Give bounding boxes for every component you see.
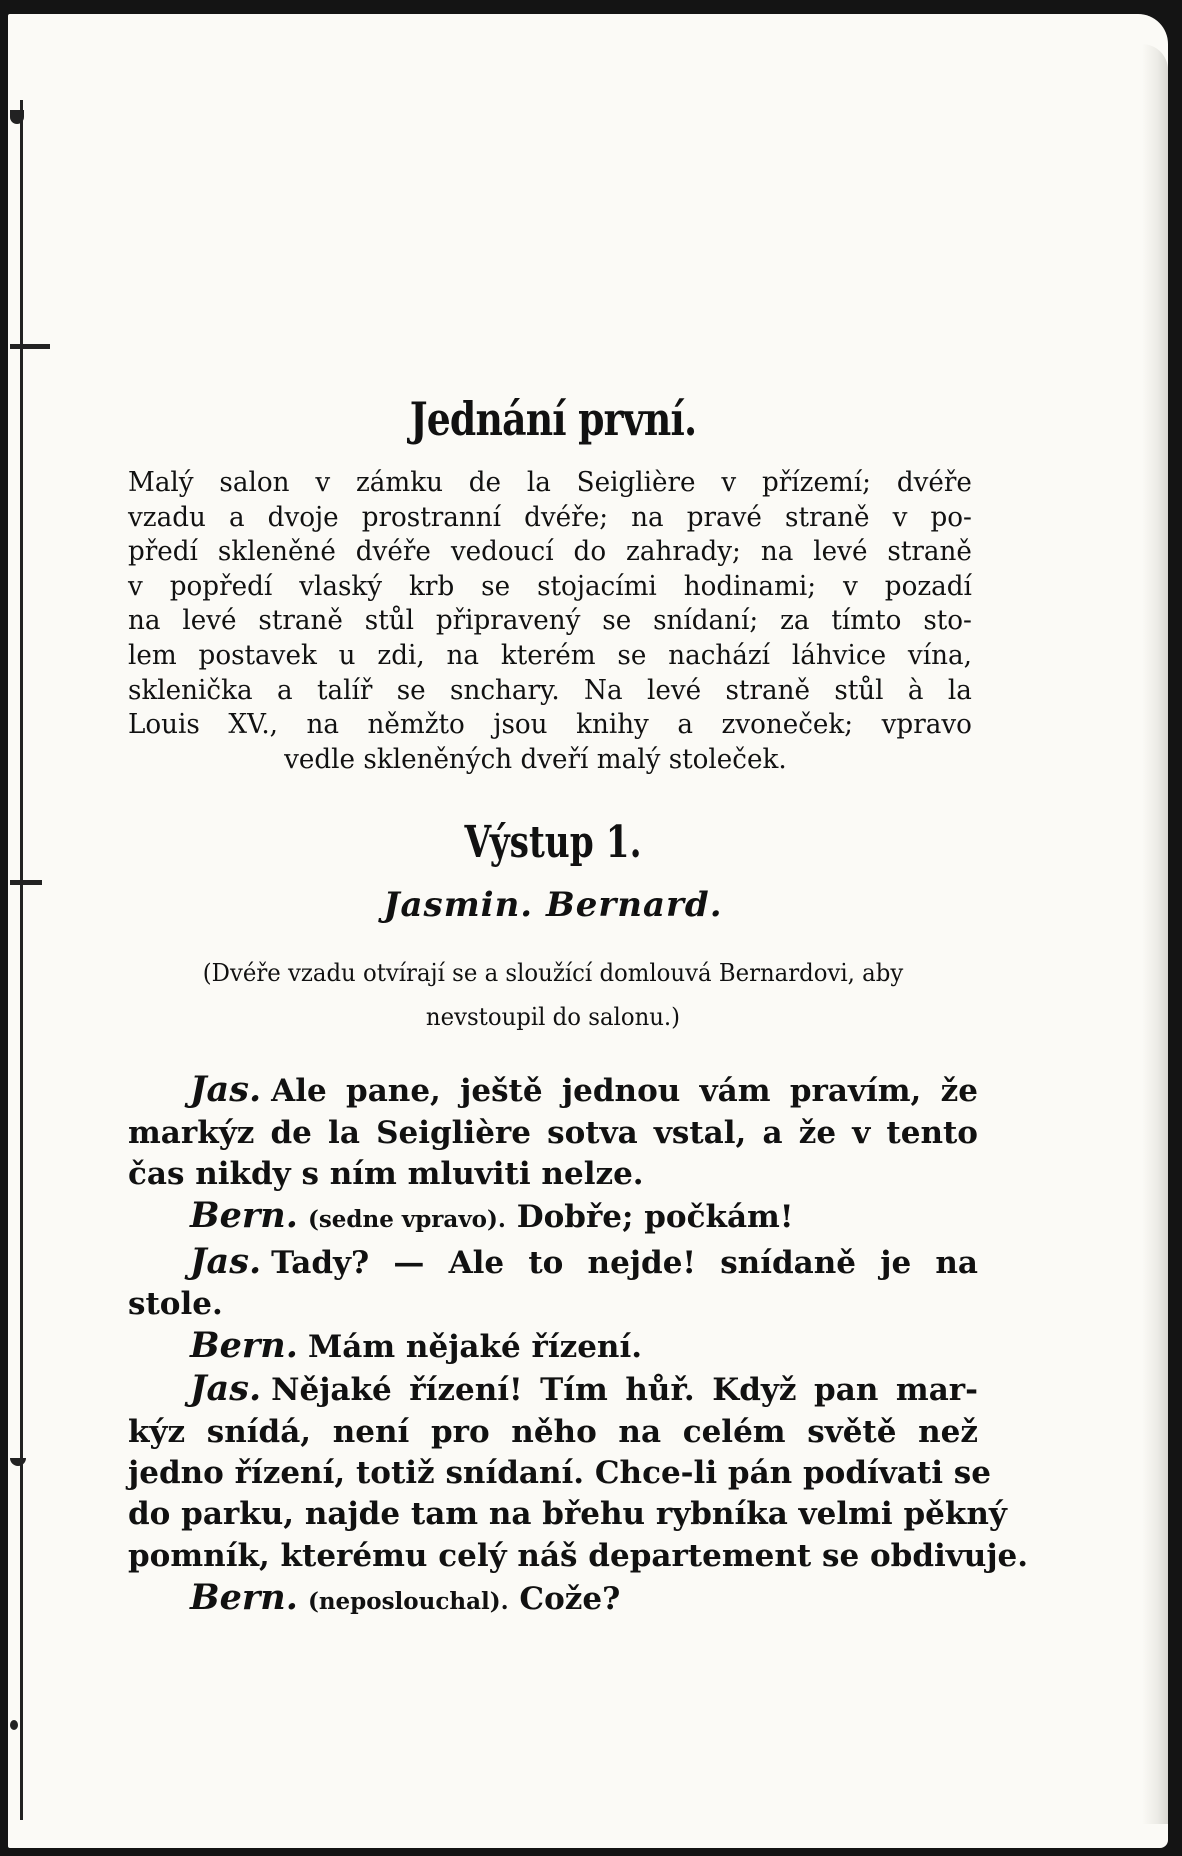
setting-line: lem postavek u zdi, na kterém se nachází láhvice vína, xyxy=(128,639,972,671)
parenthetical: (neposlouchal). xyxy=(307,1587,509,1615)
speaker-name: Jas. xyxy=(190,1240,262,1282)
dialogue-line xyxy=(128,1195,978,1240)
scene-title: Výstup 1. xyxy=(464,817,642,869)
dialogue-line: jedno řízení, totiž snídaní. Chce-li pán podívati se xyxy=(128,1455,991,1492)
dialogue-line: do parku, najde tam na břehu rybníka velmi pěkný xyxy=(128,1496,1007,1533)
binding-mark xyxy=(10,344,50,349)
dialogue-line xyxy=(128,1241,978,1284)
speech-text: Mám nějaké řízení. xyxy=(307,1329,643,1366)
page-edge-shadow xyxy=(1142,44,1168,1824)
setting-line: na levé straně stůl připravený se snídaní; za tímto sto- xyxy=(128,605,972,637)
setting-line: sklenička a talíř se snchary. Na levé straně stůl à la xyxy=(128,674,972,706)
speaker-name: Bern. xyxy=(190,1576,298,1618)
speech-text: Tady? — Ale to nejde! snídaně je na xyxy=(271,1244,978,1281)
dialogue-line: stole. xyxy=(128,1285,223,1322)
speech-text: Ale pane, ještě jednou vám pravím, že xyxy=(271,1073,978,1110)
speaker-name: Bern. xyxy=(190,1195,298,1237)
binding-mark xyxy=(10,880,42,885)
speaker-name: Jas. xyxy=(190,1069,262,1111)
binding-margin-line xyxy=(20,100,23,1820)
stage-direction xyxy=(149,951,957,1039)
dialogue-line xyxy=(128,1577,978,1622)
setting-description xyxy=(128,466,972,777)
dialogue-line: kýz snídá, není pro něho na celém světě než xyxy=(128,1413,978,1450)
parenthetical: (sedne vpravo). xyxy=(307,1206,506,1234)
binding-mark xyxy=(10,1720,18,1730)
act-title: Jednání první. xyxy=(409,392,697,446)
stage-direction-line: (Dvéře vzadu otvírají se a sloužící domlouvá Bernardovi, aby xyxy=(202,959,904,988)
setting-line: vedle skleněných dveří malý stoleček. xyxy=(284,743,787,775)
setting-line: Louis XV., na němžto jsou knihy a zvoneček; vpravo xyxy=(128,709,972,741)
binding-mark xyxy=(10,110,24,124)
dialogue xyxy=(128,1069,1029,1622)
dialogue-line: pomník, kterému celý náš departement se obdivuje. xyxy=(128,1537,1029,1574)
speech-text: Cože? xyxy=(519,1580,621,1617)
speech-text: Dobře; počkám! xyxy=(516,1199,794,1236)
speaker-name: Bern. xyxy=(190,1325,298,1367)
dialogue-line: markýz de la Seiglière sotva vstal, a že v tento xyxy=(128,1114,978,1151)
dialogue-line: čas nikdy s ním mluviti nelze. xyxy=(128,1155,644,1192)
scene-characters: Jasmin. Bernard. xyxy=(383,885,723,926)
speech-text: Nějaké řízení! Tím hůř. Když pan mar- xyxy=(271,1372,978,1409)
dialogue-line xyxy=(128,1069,978,1112)
setting-line: vzadu a dvoje prostranní dvéře; na pravé straně v po- xyxy=(128,501,972,533)
page-text xyxy=(128,390,1029,1622)
setting-line: Malý salon v zámku de la Seiglière v přízemí; dvéře xyxy=(128,467,972,498)
dialogue-line xyxy=(128,1325,978,1368)
dialogue-line xyxy=(128,1368,978,1411)
stage-direction-line: nevstoupil do salonu.) xyxy=(425,1003,681,1032)
setting-line: předí skleněné dvéře vedoucí do zahrady; na levé straně xyxy=(128,536,972,568)
setting-line: v popředí vlaský krb se stojacími hodinami; v pozadí xyxy=(128,570,972,602)
speaker-name: Jas. xyxy=(190,1368,262,1410)
